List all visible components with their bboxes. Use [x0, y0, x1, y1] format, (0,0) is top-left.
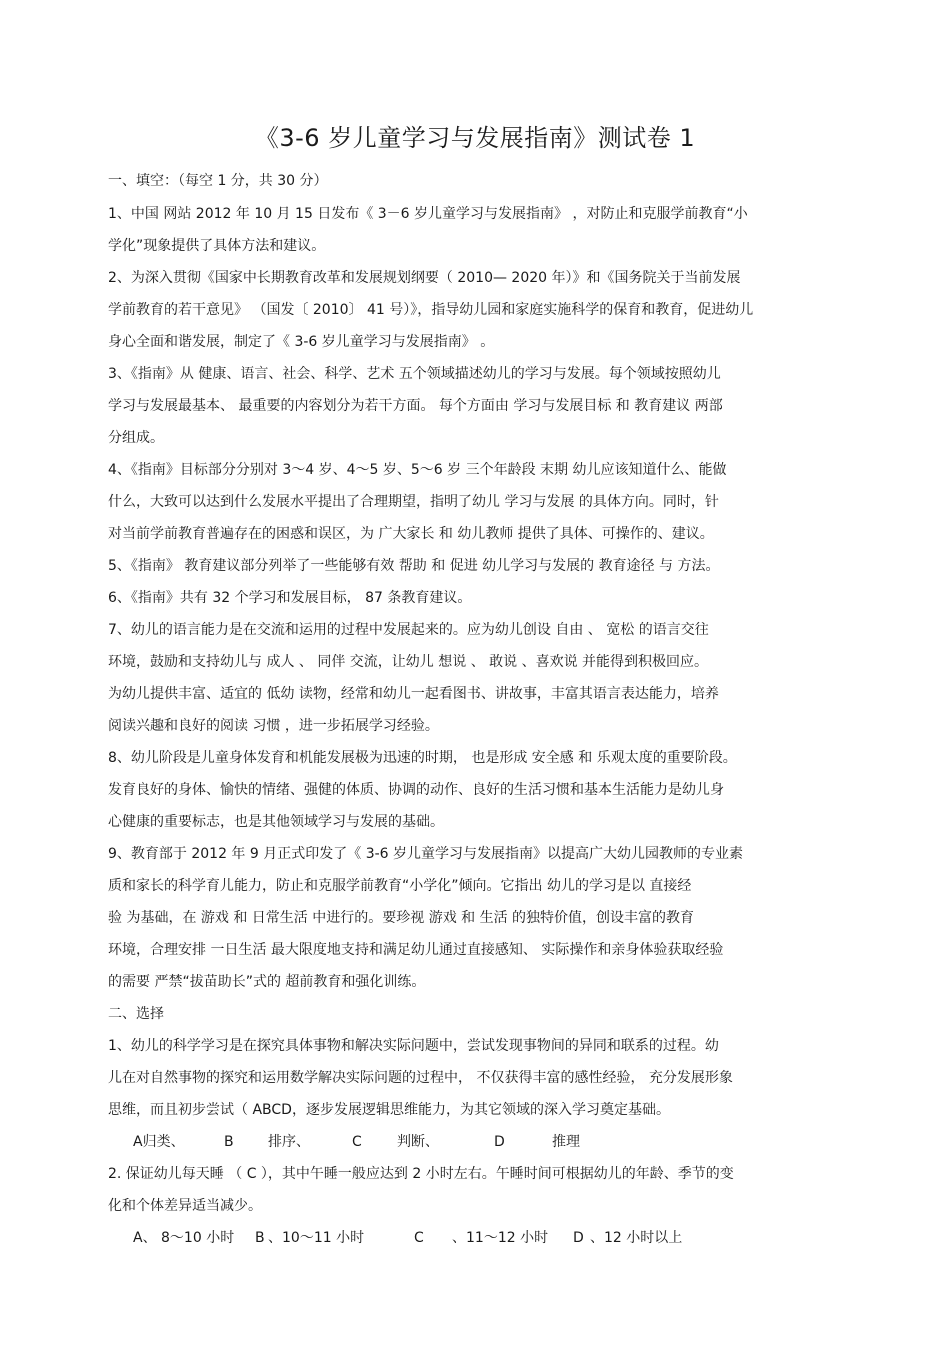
q2-line2: 学前教育的若干意见》 （国发〔 2010〕 41 号）》，指导幼儿园和家庭实施科学的保育和教育，促进幼儿: [108, 302, 754, 318]
q1-line2: 学化”现象提供了具体方法和建议。: [108, 238, 326, 254]
choice-q1-option: 推理: [552, 1134, 580, 1150]
choice-q2-option: 、11～12 小时: [452, 1230, 549, 1246]
choice-q1-option: B: [224, 1134, 234, 1150]
choice-q2-option: A、 8～10 小时: [133, 1230, 235, 1246]
choice-q1-line2: 儿在对自然事物的探究和运用数学解决实际问题的过程中， 不仅获得丰富的感性经验， 充分发展形象: [108, 1070, 733, 1086]
q9-line4: 环境，合理安排 一日生活 最大限度地支持和满足幼儿通过直接感知、 实际操作和亲身体验获取经验: [108, 942, 724, 958]
q4-line2: 什么，大致可以达到什么发展水平提出了合理期望，指明了幼儿 学习与发展 的具体方向。同时，针: [108, 494, 719, 510]
q8-line2: 发育良好的身体、愉快的情绪、强健的体质、协调的动作、良好的生活习惯和基本生活能力是幼儿身: [108, 782, 724, 798]
choice-q1-option: 排序、: [268, 1134, 310, 1150]
q2-line1: 2、为深入贯彻《国家中长期教育改革和发展规划纲要（ 2010— 2020 年）》和《国务院关于当前发展: [108, 270, 741, 286]
choice-q1-option: D: [494, 1134, 505, 1150]
page-title: 《3-6 岁儿童学习与发展指南》测试卷 1: [254, 124, 696, 152]
q7-line4: 阅读兴趣和良好的阅读 习惯 ，进一步拓展学习经验。: [108, 718, 439, 734]
q1-line1: 1、中国 网站 2012 年 10 月 15 日发布《 3－6 岁儿童学习与发展指南》 ，对防止和克服学前教育“小: [108, 206, 748, 222]
q7-line1: 7、幼儿的语言能力是在交流和运用的过程中发展起来的。应为幼儿创设 自由 、 宽松 的语言交往: [108, 622, 709, 638]
choice-q2-line1: 2. 保证幼儿每天睡 （ C ），其中午睡一般应达到 2 小时左右。午睡时间可根据幼儿的年龄、季节的变: [108, 1166, 734, 1182]
q9-line1: 9、教育部于 2012 年 9 月正式印发了《 3-6 岁儿童学习与发展指南》以提高广大幼儿园教师的专业素: [108, 846, 744, 862]
q3-line1: 3、《指南》从 健康、语言、社会、科学、艺术 五个领域描述幼儿的学习与发展。每个领域按照幼儿: [108, 366, 721, 382]
choice-q2-option: B: [255, 1230, 265, 1246]
q7-line2: 环境，鼓励和支持幼儿与 成人 、 同伴 交流，让幼儿 想说 、 敢说 、喜欢说 并能得到积极回应。: [108, 654, 709, 670]
choice-q1-line3: 思维，而且初步尝试（ ABCD，逐步发展逻辑思维能力，为其它领域的深入学习奠定基础。: [108, 1102, 670, 1118]
section-heading: 一、填空：（每空 1 分，共 30 分）: [108, 173, 328, 189]
choice-q1-option: A归类、: [133, 1134, 185, 1150]
choice-q2-option: D: [573, 1230, 584, 1246]
q2-line3: 身心全面和谐发展，制定了《 3-6 岁儿童学习与发展指南》 。: [108, 334, 495, 350]
q7-line3: 为幼儿提供丰富、适宜的 低幼 读物，经常和幼儿一起看图书、讲故事，丰富其语言表达能力，培养: [108, 686, 719, 702]
q9-line2: 质和家长的科学育儿能力，防止和克服学前教育“小学化”倾向。它指出 幼儿的学习是以 直接经: [108, 878, 692, 894]
q5-line1: 5、《指南》 教育建议部分列举了一些能够有效 帮助 和 促进 幼儿学习与发展的 教育途径 与 方法。: [108, 558, 720, 574]
choice-q2-option: 、10～11 小时: [268, 1230, 365, 1246]
q8-line1: 8、幼儿阶段是儿童身体发育和机能发展极为迅速的时期， 也是形成 安全感 和 乐观太度的重要阶段。: [108, 750, 737, 766]
q6-line1: 6、《指南》共有 32 个学习和发展目标， 87 条教育建议。: [108, 590, 472, 606]
choice-q2-option: 、12 小时以上: [590, 1230, 683, 1246]
q4-line3: 对当前学前教育普遍存在的困惑和误区，为 广大家长 和 幼儿教师 提供了具体、可操作的、建议。: [108, 526, 714, 542]
q9-line5: 的需要 严禁“拔苗助长”式的 超前教育和强化训练。: [108, 974, 426, 990]
q9-line3: 验 为基础，在 游戏 和 日常生活 中进行的。要珍视 游戏 和 生活 的独特价值，创设丰富的教育: [108, 910, 695, 926]
choice-q1-line1: 1、幼儿的科学学习是在探究具体事物和解决实际问题中，尝试发现事物间的异同和联系的过程。幼: [108, 1038, 719, 1054]
q8-line3: 心健康的重要标志，也是其他领域学习与发展的基础。: [108, 814, 444, 830]
q3-line2: 学习与发展最基本、 最重要的内容划分为若干方面。 每个方面由 学习与发展目标 和 教育建议 两部: [108, 398, 723, 414]
choice-q1-option: 判断、: [397, 1134, 439, 1150]
choice-q1-option: C: [352, 1134, 362, 1150]
q3-line3: 分组成。: [108, 430, 164, 446]
section-heading-2: 二、选择: [108, 1006, 164, 1022]
q4-line1: 4、《指南》目标部分分别对 3～4 岁、4～5 岁、5～6 岁 三个年龄段 末期 幼儿应该知道什么、能做: [108, 462, 727, 478]
choice-q2-option: C: [414, 1230, 424, 1246]
choice-q2-line2: 化和个体差异适当减少。: [108, 1198, 262, 1214]
